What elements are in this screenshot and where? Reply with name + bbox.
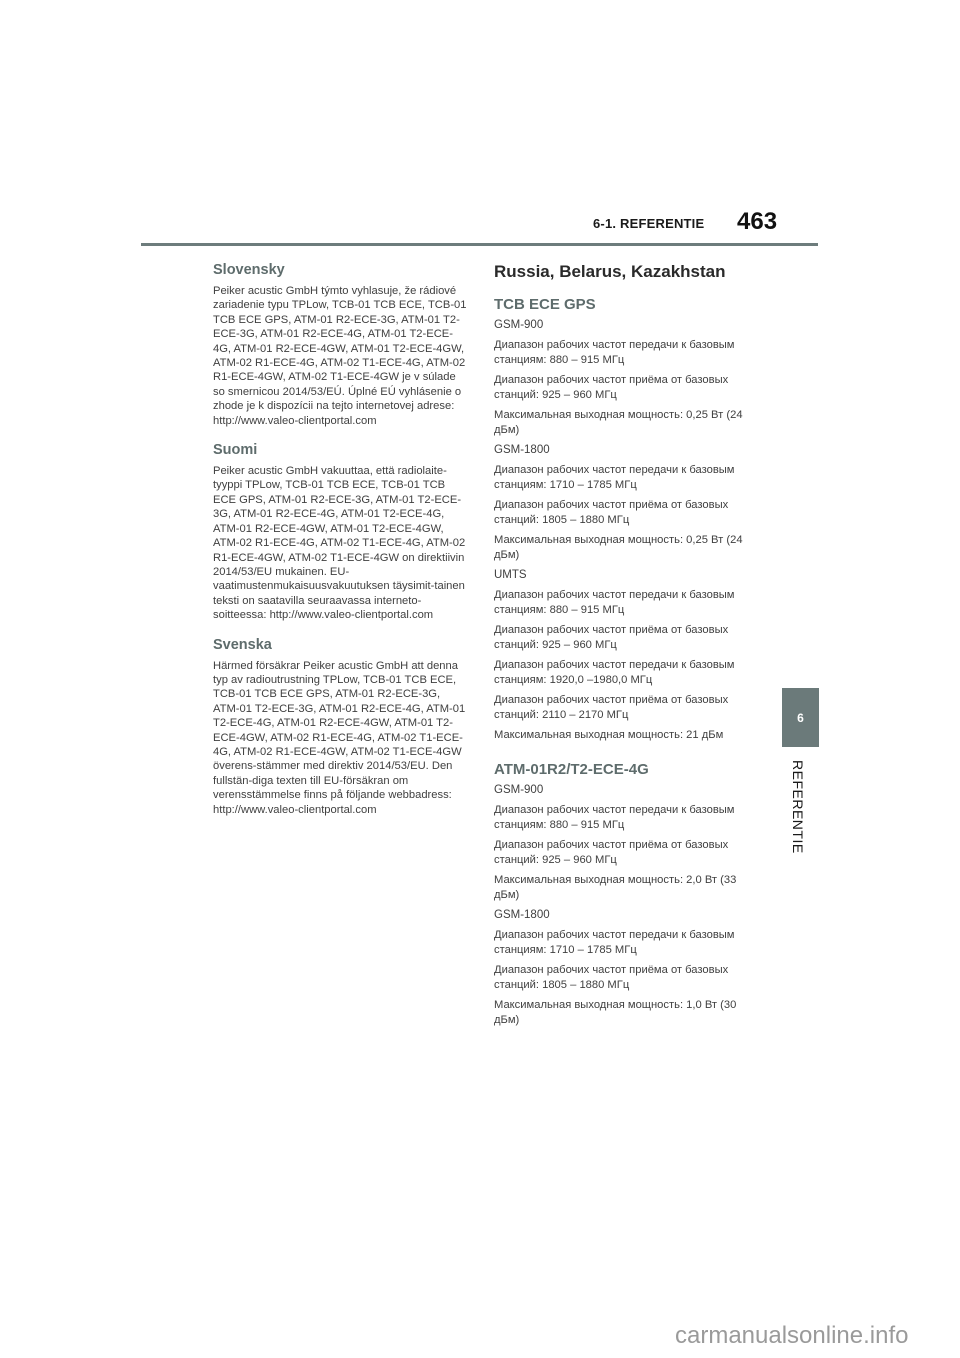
band-label: GSM-900 (494, 784, 544, 796)
text-suomi: Peiker acustic GmbH vakuuttaa, että radiolaite-tyyppi TPLow, TCB-01 TCB ECE, TCB-01 TCB ECE GPS, ATM-01 R2-ECE-3G, ATM-01 T2-ECE-3G, ATM-01 R2-ECE-4G, ATM-01 T2-ECE-4G, ATM-01 R2-ECE-4GW, ATM-01 T2-ECE-4GW, ATM-02 R1-ECE-4G, ATM-02 T1-ECE-4G, ATM-02 R1-ECE-4GW, ATM-02 T1-ECE-4GW on direktiivin 2014/53/EU mukainen. EU-vaatimustenmukaisuusvakuutuksen täysimit-tainen teksti on saatavilla seuraavassa interneto-soitteessa: http://www.valeo-clientportal.com (213, 465, 466, 622)
heading-suomi: Suomi (213, 442, 258, 459)
band-label: GSM-900 (494, 319, 544, 331)
spec-line: Диапазон рабочих частот передачи к базовым станциям: 880 – 915 МГц (494, 804, 735, 831)
spec-line: Максимальная выходная мощность: 0,25 Вт (24 дБм) (494, 409, 743, 436)
region-heading: Russia, Belarus, Kazakhstan (494, 262, 726, 281)
heading-slovensky: Slovensky (213, 262, 285, 278)
chapter-number: 6 (797, 710, 804, 725)
spec-line: Диапазон рабочих частот передачи к базовым станциям: 880 – 915 МГц (494, 339, 735, 366)
chapter-tab-label: REFERENTIE (790, 760, 806, 854)
spec-line: Диапазон рабочих частот приёма от базовых станций: 1805 – 1880 МГц (494, 964, 729, 991)
band-label: UMTS (494, 569, 527, 581)
chapter-tab (782, 688, 819, 747)
page-number: 463 (737, 208, 778, 235)
text-slovensky: Peiker acustic GmbH týmto vyhlasuje, že rádiové zariadenie typu TPLow, TCB-01 TCB ECE, TCB-01 TCB ECE GPS, ATM-01 R2-ECE-3G, ATM-01 T2-ECE-3G, ATM-01 R2-ECE-4G, ATM-01 T2-ECE-4G, ATM-01 R2-ECE-4GW, ATM-01 T2-ECE-4GW, ATM-02 R1-ECE-4G, ATM-02 T1-ECE-4G, ATM-02 R1-ECE-4GW, ATM-02 T1-ECE-4GW je v súlade so smernicou 2014/53/EÚ. Úplné EÚ vyhlásenie o zhode je k dispozícii na tejto internetovej adrese: http://www.valeo-clientportal.com (213, 285, 467, 427)
band-label: GSM-1800 (494, 444, 550, 456)
model-heading-atm-01r2: ATM-01R2/T2-ECE-4G (494, 761, 649, 778)
spec-line: Максимальная выходная мощность: 0,25 Вт (24 дБм) (494, 534, 743, 561)
section-title: 6-1. REFERENTIE (593, 216, 705, 231)
text-svenska: Härmed försäkrar Peiker acustic GmbH att denna typ av radioutrustning TPLow, TCB-01 TCB ECE, TCB-01 TCB ECE GPS, ATM-01 R2-ECE-3G, ATM-01 T2-ECE-3G, ATM-01 R2-ECE-4G, ATM-01 T2-ECE-4G, ATM-01 R2-ECE-4GW, ATM-01 T2-ECE-4GW, ATM-02 R1-ECE-4G, ATM-02 T1-ECE-4G, ATM-02 R1-ECE-4GW, ATM-02 T1-ECE-4GW överens-stämmer med direktiv 2014/53/EU. Den fullstän-diga texten till EU-försäkran om verensstämmelse finns på följande webbadress: http://www.valeo-clientportal.com (213, 659, 466, 816)
spec-line: Максимальная выходная мощность: 2,0 Вт (33 дБм) (494, 874, 737, 901)
spec-line: Максимальная выходная мощность: 21 дБм (494, 729, 724, 741)
watermark: carmanualsonline.info (675, 1322, 909, 1349)
spec-line: Диапазон рабочих частот передачи к базовым станциям: 1710 – 1785 МГц (494, 464, 735, 491)
spec-line: Диапазон рабочих частот приёма от базовых станций: 925 – 960 МГц (494, 839, 729, 866)
right-column (494, 262, 764, 1033)
band-label: GSM-1800 (494, 909, 550, 921)
spec-line: Максимальная выходная мощность: 1,0 Вт (30 дБм) (494, 999, 737, 1026)
spec-line: Диапазон рабочих частот приёма от базовых станций: 1805 – 1880 МГц (494, 499, 729, 526)
spec-line: Диапазон рабочих частот приёма от базовых станций: 925 – 960 МГц (494, 624, 729, 651)
spec-line: Диапазон рабочих частот передачи к базовым станциям: 880 – 915 МГц (494, 589, 735, 616)
left-column (213, 262, 468, 817)
header-divider (141, 243, 818, 246)
spec-line: Диапазон рабочих частот приёма от базовых станций: 2110 – 2170 МГц (494, 694, 729, 721)
spec-line: Диапазон рабочих частот приёма от базовых станций: 925 – 960 МГц (494, 374, 729, 401)
spec-line: Диапазон рабочих частот передачи к базовым станциям: 1710 – 1785 МГц (494, 929, 735, 956)
spec-line: Диапазон рабочих частот передачи к базовым станциям: 1920,0 –1980,0 МГц (494, 659, 735, 686)
model-heading-tcb-ece-gps: TCB ECE GPS (494, 296, 596, 313)
heading-svenska: Svenska (213, 636, 272, 653)
